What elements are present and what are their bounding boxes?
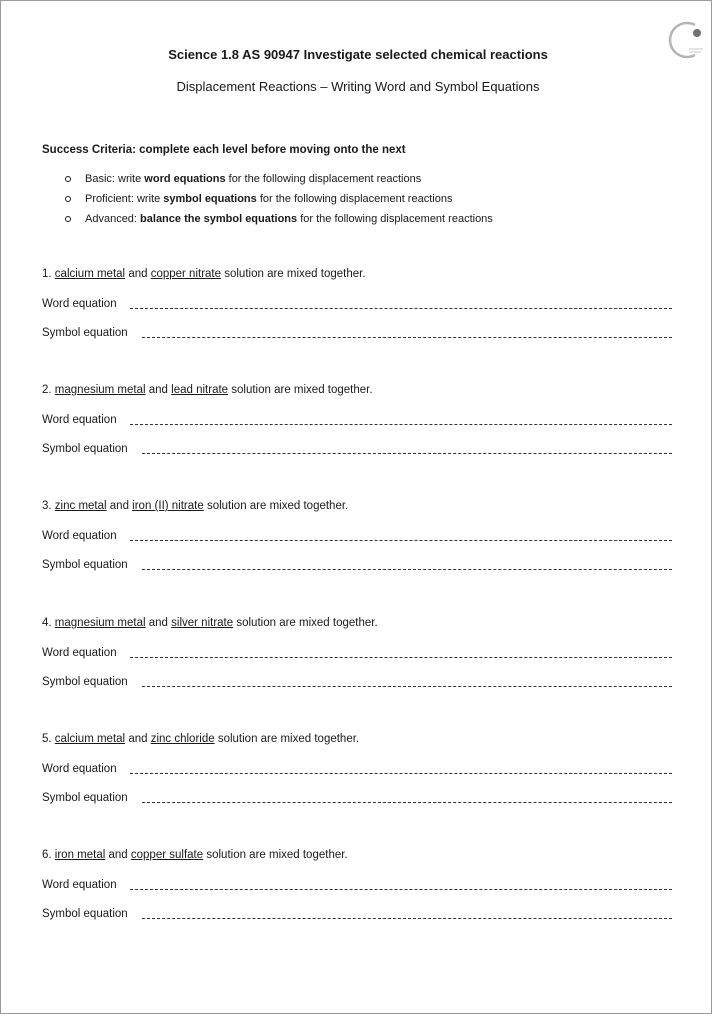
criteria-item-advanced: Advanced: balance the symbol equations for the following displacement reactions — [65, 211, 493, 231]
symbol-equation-label: Symbol equation — [42, 908, 128, 920]
metal-name: calcium metal — [54, 268, 126, 280]
symbol-equation-label: Symbol equation — [42, 676, 128, 688]
symbol-equation-row — [42, 441, 682, 457]
word-equation-label: Word equation — [42, 763, 117, 775]
word-equation-answer-line[interactable] — [130, 308, 672, 309]
success-criteria-heading: Success Criteria: complete each level before moving onto the next — [42, 144, 406, 156]
question-prompt: 1. calcium metal and copper nitrate solution are mixed together. — [42, 268, 366, 280]
symbol-equation-answer-line[interactable] — [142, 918, 672, 919]
symbol-equation-label: Symbol equation — [42, 559, 128, 571]
question-6 — [42, 847, 682, 922]
question-prompt: 4. magnesium metal and silver nitrate solution are mixed together. — [42, 617, 378, 629]
word-equation-answer-line[interactable] — [130, 773, 672, 774]
symbol-equation-label: Symbol equation — [42, 792, 128, 804]
word-equation-answer-line[interactable] — [130, 540, 672, 541]
symbol-equation-row — [42, 325, 682, 341]
word-equation-row — [42, 645, 682, 661]
symbol-equation-answer-line[interactable] — [142, 453, 672, 454]
solution-name: silver nitrate — [171, 617, 234, 629]
metal-name: calcium metal — [54, 733, 126, 745]
word-equation-row — [42, 761, 682, 777]
page-title: Science 1.8 AS 90947 Investigate selected chemical reactions — [168, 47, 548, 62]
question-5 — [42, 731, 682, 806]
word-equation-label: Word equation — [42, 414, 117, 426]
question-4 — [42, 615, 682, 690]
solution-name: copper sulfate — [130, 849, 204, 861]
metal-name: magnesium metal — [54, 617, 146, 629]
symbol-equation-row — [42, 557, 682, 573]
word-equation-row — [42, 296, 682, 312]
bullet-icon — [65, 196, 71, 202]
symbol-equation-row — [42, 906, 682, 922]
question-prompt: 3. zinc metal and iron (II) nitrate solution are mixed together. — [42, 500, 349, 512]
question-1 — [42, 266, 682, 341]
solution-name: zinc chloride — [150, 733, 215, 745]
symbol-equation-answer-line[interactable] — [142, 686, 672, 687]
metal-name: magnesium metal — [54, 384, 146, 396]
solution-name: iron (II) nitrate — [132, 500, 204, 512]
bullet-icon — [65, 216, 71, 222]
question-2 — [42, 382, 682, 457]
criteria-item-basic: Basic: write word equations for the following displacement reactions — [65, 171, 493, 191]
word-equation-answer-line[interactable] — [130, 657, 672, 658]
symbol-equation-answer-line[interactable] — [142, 337, 672, 338]
word-equation-row — [42, 528, 682, 544]
word-equation-answer-line[interactable] — [130, 424, 672, 425]
metal-name: iron metal — [54, 849, 106, 861]
metal-name: zinc metal — [54, 500, 107, 512]
bullet-icon — [65, 176, 71, 182]
solution-name: copper nitrate — [150, 268, 222, 280]
criteria-item-proficient: Proficient: write symbol equations for the following displacement reactions — [65, 191, 493, 211]
solution-name: lead nitrate — [171, 384, 229, 396]
word-equation-label: Word equation — [42, 879, 117, 891]
symbol-equation-answer-line[interactable] — [142, 569, 672, 570]
word-equation-answer-line[interactable] — [130, 889, 672, 890]
word-equation-label: Word equation — [42, 298, 117, 310]
question-prompt: 5. calcium metal and zinc chloride solution are mixed together. — [42, 733, 360, 745]
symbol-equation-row — [42, 790, 682, 806]
question-3 — [42, 498, 682, 573]
symbol-equation-row — [42, 674, 682, 690]
symbol-equation-label: Symbol equation — [42, 443, 128, 455]
word-equation-row — [42, 877, 682, 893]
page-subtitle: Displacement Reactions – Writing Word and Symbol Equations — [176, 79, 540, 94]
symbol-equation-answer-line[interactable] — [142, 802, 672, 803]
question-prompt: 2. magnesium metal and lead nitrate solution are mixed together. — [42, 384, 373, 396]
symbol-equation-label: Symbol equation — [42, 327, 128, 339]
word-equation-row — [42, 412, 682, 428]
success-criteria-list — [65, 171, 493, 231]
word-equation-label: Word equation — [42, 647, 117, 659]
word-equation-label: Word equation — [42, 530, 117, 542]
question-prompt: 6. iron metal and copper sulfate solution are mixed together. — [42, 849, 348, 861]
